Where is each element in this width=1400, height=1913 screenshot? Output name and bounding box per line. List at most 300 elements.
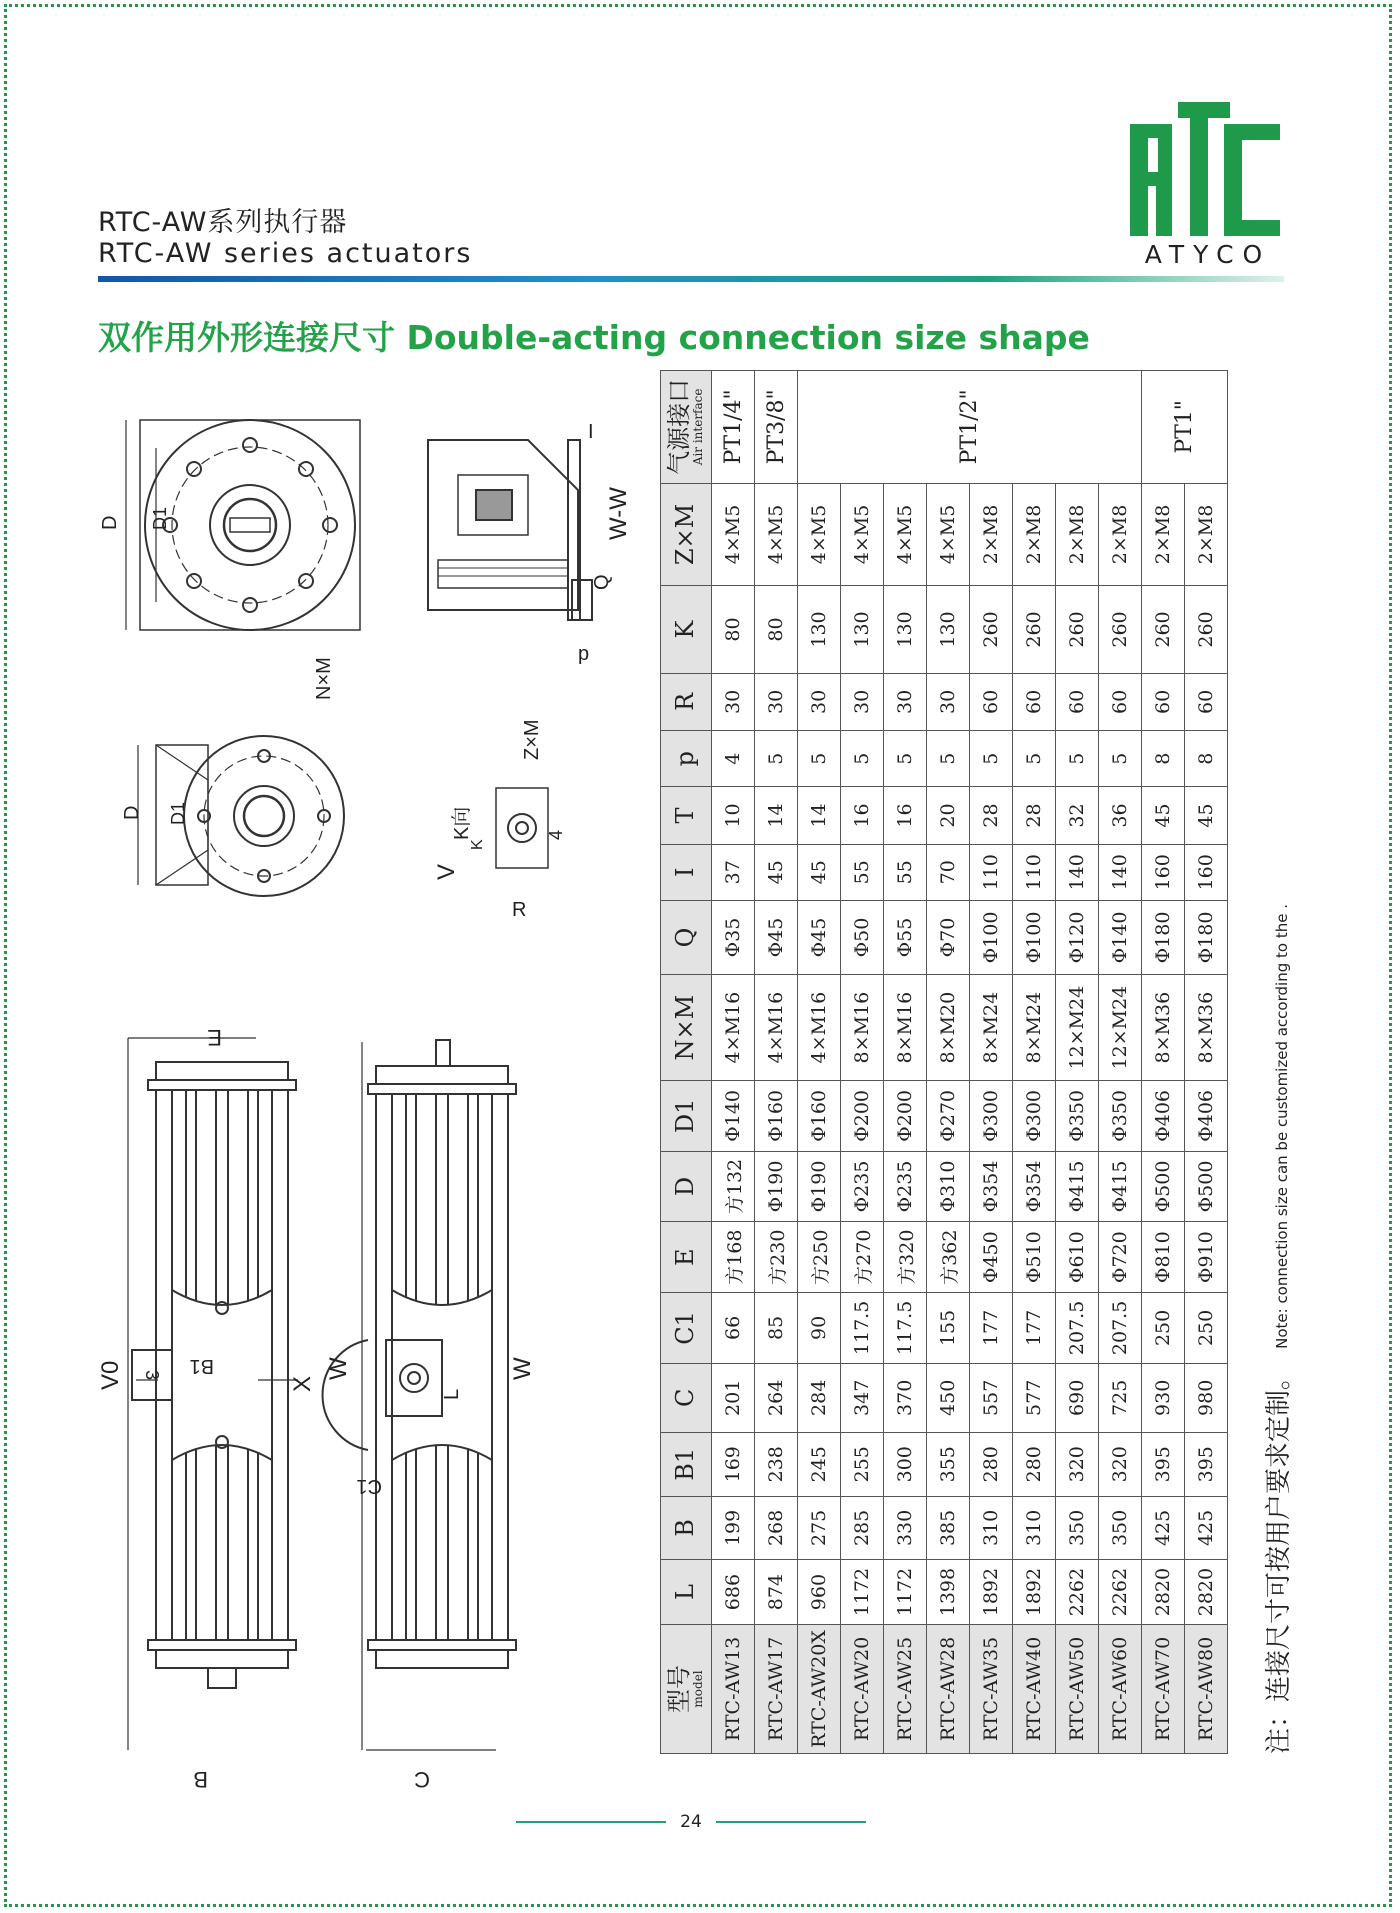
table-cell: 260 xyxy=(1142,586,1185,674)
table-row xyxy=(884,371,927,1754)
table-cell: Φ235 xyxy=(841,1151,884,1222)
dim-B1: B1 xyxy=(189,1355,214,1377)
table-row xyxy=(1056,371,1099,1754)
table-cell: 30 xyxy=(712,673,755,730)
table-cell: Φ120 xyxy=(1056,900,1099,974)
column-header-label: Z×M xyxy=(671,503,700,566)
table-cell: 60 xyxy=(970,673,1013,730)
column-header-sublabel: model xyxy=(691,1670,706,1708)
table-header-row xyxy=(661,371,712,1754)
table-cell: 355 xyxy=(927,1432,970,1496)
table-cell: 160 xyxy=(1185,844,1228,900)
table-cell: Φ350 xyxy=(1099,1081,1142,1151)
model-cell: RTC-AW35 xyxy=(970,1624,1013,1753)
column-header xyxy=(661,483,712,585)
column-header xyxy=(661,371,712,484)
table-cell: 80 xyxy=(755,586,798,674)
column-header-label: Q xyxy=(671,927,700,948)
table-cell: Φ180 xyxy=(1142,900,1185,974)
table-cell: 300 xyxy=(884,1432,927,1496)
actuator-side-view xyxy=(323,1040,516,1750)
table-cell: 177 xyxy=(1013,1293,1056,1364)
table-cell: 12×M24 xyxy=(1099,975,1142,1081)
table-cell: 260 xyxy=(1013,586,1056,674)
table-cell: 425 xyxy=(1142,1496,1185,1560)
table-cell: Φ406 xyxy=(1185,1081,1228,1151)
footer-line-right xyxy=(716,1821,866,1823)
table-cell: 8×M16 xyxy=(841,975,884,1081)
table-cell: 4×M16 xyxy=(712,975,755,1081)
table-cell: 557 xyxy=(970,1363,1013,1432)
table-cell: Φ190 xyxy=(755,1151,798,1222)
table-cell: 117.5 xyxy=(884,1293,927,1364)
column-header-label: K xyxy=(671,620,700,639)
table-cell: 45 xyxy=(1142,787,1185,844)
table-cell: Φ510 xyxy=(1013,1222,1056,1293)
table-cell: 方362 xyxy=(927,1222,970,1293)
page-number: 24 xyxy=(680,1812,702,1832)
table-cell: 686 xyxy=(712,1560,755,1625)
table-cell: 5 xyxy=(755,730,798,786)
table-cell: Φ35 xyxy=(712,900,755,974)
table-cell: 2×M8 xyxy=(1099,483,1142,585)
table-cell: 55 xyxy=(841,844,884,900)
dim-D-2: D xyxy=(121,805,143,820)
table-cell: Φ910 xyxy=(1185,1222,1228,1293)
table-cell: 140 xyxy=(1099,844,1142,900)
column-header-label: I xyxy=(671,867,700,878)
dim-D1-1: D1 xyxy=(150,506,170,530)
table-cell: Φ140 xyxy=(712,1081,755,1151)
series-title-cn: RTC-AW系列执行器 xyxy=(98,207,348,238)
table-cell: 方230 xyxy=(755,1222,798,1293)
table-cell: 960 xyxy=(798,1560,841,1625)
label-V-2: V0 xyxy=(97,1360,124,1390)
column-header-label: R xyxy=(671,692,700,711)
table-cell: Φ810 xyxy=(1142,1222,1185,1293)
table-cell: 90 xyxy=(798,1293,841,1364)
table-cell: 5 xyxy=(1099,730,1142,786)
table-row xyxy=(1142,371,1185,1754)
table-cell: 30 xyxy=(798,673,841,730)
table-cell: 1172 xyxy=(884,1560,927,1625)
table-cell: Φ45 xyxy=(798,900,841,974)
table-row xyxy=(1013,371,1056,1754)
column-header-label: B1 xyxy=(671,1447,700,1481)
table-cell: Φ160 xyxy=(798,1081,841,1151)
label-3: 3 xyxy=(142,1370,162,1381)
column-header xyxy=(661,1496,712,1560)
dim-I: I xyxy=(588,421,594,443)
table-cell: Φ415 xyxy=(1056,1151,1099,1222)
table-cell: 8×M36 xyxy=(1142,975,1185,1081)
table-cell: 12×M24 xyxy=(1056,975,1099,1081)
table-cell: 4×M5 xyxy=(927,483,970,585)
dim-Q: Q xyxy=(591,574,613,590)
table-cell: 284 xyxy=(798,1363,841,1432)
table-cell: 245 xyxy=(798,1432,841,1496)
column-header-label: B xyxy=(671,1519,700,1537)
table-cell: 347 xyxy=(841,1363,884,1432)
table-cell: 1398 xyxy=(927,1560,970,1625)
table-cell: 60 xyxy=(1013,673,1056,730)
table-cell: 方320 xyxy=(884,1222,927,1293)
table-cell: Φ190 xyxy=(798,1151,841,1222)
air-interface-cell: PT1/2" xyxy=(798,371,1142,484)
table-cell: Φ70 xyxy=(927,900,970,974)
table-cell: 260 xyxy=(1185,586,1228,674)
table-cell: 250 xyxy=(1185,1293,1228,1364)
table-cell: 275 xyxy=(798,1496,841,1560)
table-cell: 2820 xyxy=(1142,1560,1185,1625)
table-cell: 10 xyxy=(712,787,755,844)
dim-4: 4 xyxy=(546,829,566,840)
table-row xyxy=(970,371,1013,1754)
section-title: 双作用外形连接尺寸 Double-acting connection size shape xyxy=(98,318,1090,357)
table-cell: 110 xyxy=(970,844,1013,900)
ww-section-view xyxy=(428,440,592,620)
table-cell: 1892 xyxy=(970,1560,1013,1625)
table-cell: Φ406 xyxy=(1142,1081,1185,1151)
column-header xyxy=(661,787,712,844)
table-cell: 280 xyxy=(1013,1432,1056,1496)
table-cell: 8×M24 xyxy=(1013,975,1056,1081)
dim-D1-2: D1 xyxy=(168,801,188,825)
table-cell: Φ450 xyxy=(970,1222,1013,1293)
model-cell: RTC-AW20 xyxy=(841,1624,884,1753)
table-cell: 577 xyxy=(1013,1363,1056,1432)
dim-E: E xyxy=(207,1025,222,1050)
table-cell: 130 xyxy=(841,586,884,674)
model-cell: RTC-AW60 xyxy=(1099,1624,1142,1753)
table-cell: 310 xyxy=(1013,1496,1056,1560)
actuator-front-view xyxy=(128,1038,298,1750)
model-cell: RTC-AW28 xyxy=(927,1624,970,1753)
table-cell: 14 xyxy=(755,787,798,844)
note xyxy=(1258,904,1295,1754)
table-cell: 8×M36 xyxy=(1185,975,1228,1081)
column-header xyxy=(661,1222,712,1293)
model-cell: RTC-AW70 xyxy=(1142,1624,1185,1753)
table-cell: 5 xyxy=(841,730,884,786)
table-cell: 4×M5 xyxy=(884,483,927,585)
table-cell: 160 xyxy=(1142,844,1185,900)
model-cell: RTC-AW20X xyxy=(798,1624,841,1753)
table-row xyxy=(1099,371,1142,1754)
table-cell: 方168 xyxy=(712,1222,755,1293)
table-cell: 30 xyxy=(755,673,798,730)
table-row xyxy=(841,371,884,1754)
table-cell: 320 xyxy=(1099,1432,1142,1496)
table-cell: 方270 xyxy=(841,1222,884,1293)
table-cell: 20 xyxy=(927,787,970,844)
table-cell: 280 xyxy=(970,1432,1013,1496)
label-K-dir: K向 xyxy=(451,806,473,840)
table-cell: 1892 xyxy=(1013,1560,1056,1625)
table-cell: Φ300 xyxy=(970,1081,1013,1151)
table-cell: Φ100 xyxy=(1013,900,1056,974)
table-cell: 66 xyxy=(712,1293,755,1364)
table-cell: 4 xyxy=(712,730,755,786)
table-cell: 16 xyxy=(841,787,884,844)
table-cell: 255 xyxy=(841,1432,884,1496)
table-cell: 5 xyxy=(927,730,970,786)
table-cell: Φ200 xyxy=(841,1081,884,1151)
table-cell: 5 xyxy=(798,730,841,786)
label-WW: W-W xyxy=(605,487,632,540)
spec-table xyxy=(660,370,1228,1754)
dim-D-1: D xyxy=(99,515,121,530)
table-row xyxy=(712,371,755,1754)
note-en: Note: connection size can be customized according to the . xyxy=(1273,904,1291,1349)
column-header xyxy=(661,586,712,674)
k-view xyxy=(496,788,548,868)
table-cell: 8 xyxy=(1142,730,1185,786)
table-cell: 4×M5 xyxy=(712,483,755,585)
table-cell: 30 xyxy=(927,673,970,730)
table-cell: 4×M5 xyxy=(755,483,798,585)
label-W-left: W xyxy=(325,1357,352,1380)
table-cell: Φ350 xyxy=(1056,1081,1099,1151)
table-cell: 199 xyxy=(712,1496,755,1560)
table-cell: 5 xyxy=(970,730,1013,786)
table-cell: 4×M16 xyxy=(755,975,798,1081)
column-header-label: T xyxy=(671,807,700,824)
table-cell: 268 xyxy=(755,1496,798,1560)
table-cell: 130 xyxy=(798,586,841,674)
table-cell: 2820 xyxy=(1185,1560,1228,1625)
table-cell: 260 xyxy=(970,586,1013,674)
table-cell: 155 xyxy=(927,1293,970,1364)
table-cell: 2×M8 xyxy=(1185,483,1228,585)
table-cell: 8 xyxy=(1185,730,1228,786)
table-cell: 2×M8 xyxy=(1013,483,1056,585)
table-cell: Φ270 xyxy=(927,1081,970,1151)
column-header xyxy=(661,1151,712,1222)
column-header-label: 气源接口 xyxy=(665,378,694,475)
dim-ZxM: Z×M xyxy=(521,719,543,760)
table-cell: 5 xyxy=(884,730,927,786)
column-header xyxy=(661,1624,712,1753)
table-cell: 725 xyxy=(1099,1363,1142,1432)
table-cell: 395 xyxy=(1142,1432,1185,1496)
table-cell: 238 xyxy=(755,1432,798,1496)
table-cell: 285 xyxy=(841,1496,884,1560)
table-cell: Φ50 xyxy=(841,900,884,974)
column-header-label: p xyxy=(671,751,700,767)
table-cell: 980 xyxy=(1185,1363,1228,1432)
table-cell: Φ160 xyxy=(755,1081,798,1151)
table-cell: Φ45 xyxy=(755,900,798,974)
table-cell: 55 xyxy=(884,844,927,900)
dim-R: R xyxy=(512,899,527,921)
label-W-right: W xyxy=(509,1357,536,1380)
table-cell: 36 xyxy=(1099,787,1142,844)
technical-drawings xyxy=(97,380,638,1792)
dim-B: B xyxy=(193,1767,208,1792)
column-header-label: L xyxy=(671,1584,700,1601)
spec-table-wrapper xyxy=(660,370,1228,1754)
table-cell: 28 xyxy=(970,787,1013,844)
table-cell: Φ235 xyxy=(884,1151,927,1222)
rtc-logo xyxy=(1128,100,1284,240)
column-header-label: E xyxy=(671,1248,700,1266)
table-cell: 5 xyxy=(1056,730,1099,786)
table-cell: 207.5 xyxy=(1099,1293,1142,1364)
table-row xyxy=(927,371,970,1754)
table-cell: Φ180 xyxy=(1185,900,1228,974)
table-cell: 330 xyxy=(884,1496,927,1560)
table-cell: 方132 xyxy=(712,1151,755,1222)
table-cell: 5 xyxy=(1013,730,1056,786)
column-header-label: D xyxy=(671,1176,700,1197)
table-cell: Φ500 xyxy=(1142,1151,1185,1222)
column-header-label: 型号 xyxy=(665,1664,694,1713)
dim-C: C xyxy=(414,1767,430,1792)
column-header xyxy=(661,1293,712,1364)
table-cell: 28 xyxy=(1013,787,1056,844)
column-header-label: C1 xyxy=(671,1311,700,1345)
table-cell: Φ415 xyxy=(1099,1151,1142,1222)
table-cell: 方250 xyxy=(798,1222,841,1293)
table-cell: 385 xyxy=(927,1496,970,1560)
table-cell: Φ55 xyxy=(884,900,927,974)
table-cell: 690 xyxy=(1056,1363,1099,1432)
table-cell: 80 xyxy=(712,586,755,674)
footer-line-left xyxy=(516,1821,666,1823)
table-row xyxy=(755,371,798,1754)
table-cell: 30 xyxy=(841,673,884,730)
table-cell: 2×M8 xyxy=(1142,483,1185,585)
table-cell: 130 xyxy=(927,586,970,674)
table-cell: 177 xyxy=(970,1293,1013,1364)
model-cell: RTC-AW25 xyxy=(884,1624,927,1753)
table-cell: 2262 xyxy=(1099,1560,1142,1625)
table-cell: 207.5 xyxy=(1056,1293,1099,1364)
table-cell: Φ610 xyxy=(1056,1222,1099,1293)
table-cell: 450 xyxy=(927,1363,970,1432)
table-cell: 45 xyxy=(755,844,798,900)
air-interface-cell: PT1" xyxy=(1142,371,1228,484)
table-cell: 2262 xyxy=(1056,1560,1099,1625)
page-footer xyxy=(516,1812,866,1832)
air-interface-cell: PT1/4" xyxy=(712,371,755,484)
column-header-label: C xyxy=(671,1388,700,1407)
column-header xyxy=(661,673,712,730)
table-cell: 110 xyxy=(1013,844,1056,900)
table-row xyxy=(798,371,841,1754)
table-cell: 70 xyxy=(927,844,970,900)
table-cell: Φ300 xyxy=(1013,1081,1056,1151)
label-K: K xyxy=(469,839,486,850)
model-cell: RTC-AW17 xyxy=(755,1624,798,1753)
header-rule xyxy=(98,276,1284,282)
table-cell: 2×M8 xyxy=(970,483,1013,585)
table-cell: 140 xyxy=(1056,844,1099,900)
table-cell: 8×M16 xyxy=(884,975,927,1081)
label-X: X xyxy=(289,1375,316,1392)
column-header xyxy=(661,844,712,900)
table-cell: 8×M20 xyxy=(927,975,970,1081)
table-cell: 930 xyxy=(1142,1363,1185,1432)
model-cell: RTC-AW80 xyxy=(1185,1624,1228,1753)
table-cell: Φ200 xyxy=(884,1081,927,1151)
table-cell: 169 xyxy=(712,1432,755,1496)
table-cell: 60 xyxy=(1185,673,1228,730)
model-cell: RTC-AW13 xyxy=(712,1624,755,1753)
column-header xyxy=(661,1363,712,1432)
table-cell: 14 xyxy=(798,787,841,844)
table-cell: 310 xyxy=(970,1496,1013,1560)
table-cell: 874 xyxy=(755,1560,798,1625)
table-cell: 85 xyxy=(755,1293,798,1364)
column-header xyxy=(661,1432,712,1496)
column-header xyxy=(661,900,712,974)
table-cell: 4×M16 xyxy=(798,975,841,1081)
column-header xyxy=(661,1560,712,1625)
table-cell: 45 xyxy=(798,844,841,900)
column-header-sublabel: Air interface xyxy=(691,388,706,466)
table-cell: 117.5 xyxy=(841,1293,884,1364)
table-cell: Φ720 xyxy=(1099,1222,1142,1293)
table-cell: 16 xyxy=(884,787,927,844)
table-cell: 60 xyxy=(1056,673,1099,730)
label-NxM: N×M xyxy=(313,657,335,700)
table-cell: 350 xyxy=(1056,1496,1099,1560)
table-cell: Φ310 xyxy=(927,1151,970,1222)
table-cell: 60 xyxy=(1142,673,1185,730)
series-title-en: RTC-AW series actuators xyxy=(98,238,473,269)
table-cell: 425 xyxy=(1185,1496,1228,1560)
table-cell: 395 xyxy=(1185,1432,1228,1496)
column-header-label: N×M xyxy=(671,994,700,1061)
table-cell: 260 xyxy=(1099,586,1142,674)
table-cell: 60 xyxy=(1099,673,1142,730)
table-cell: 30 xyxy=(884,673,927,730)
table-cell: 250 xyxy=(1142,1293,1185,1364)
dim-C1: C1 xyxy=(356,1475,382,1497)
table-cell: 4×M5 xyxy=(798,483,841,585)
note-cn: 注：连接尺寸可按用户要求定制。 xyxy=(1264,1363,1294,1754)
air-interface-cell: PT3/8" xyxy=(755,371,798,484)
column-header-label: D1 xyxy=(671,1098,700,1134)
model-cell: RTC-AW50 xyxy=(1056,1624,1099,1753)
table-row xyxy=(1185,371,1228,1754)
brand-name: ATYCO xyxy=(1144,240,1272,269)
table-cell: 1172 xyxy=(841,1560,884,1625)
table-cell: 130 xyxy=(884,586,927,674)
table-cell: Φ140 xyxy=(1099,900,1142,974)
dim-p: p xyxy=(578,643,590,665)
column-header xyxy=(661,1081,712,1151)
table-cell: 350 xyxy=(1099,1496,1142,1560)
table-cell: Φ354 xyxy=(970,1151,1013,1222)
table-cell: 4×M5 xyxy=(841,483,884,585)
label-V: V xyxy=(433,863,460,880)
dim-L: L xyxy=(441,1388,463,1400)
table-cell: Φ100 xyxy=(970,900,1013,974)
table-cell: 8×M24 xyxy=(970,975,1013,1081)
table-cell: 320 xyxy=(1056,1432,1099,1496)
model-cell: RTC-AW40 xyxy=(1013,1624,1056,1753)
table-cell: 37 xyxy=(712,844,755,900)
table-cell: 45 xyxy=(1185,787,1228,844)
table-cell: 260 xyxy=(1056,586,1099,674)
table-cell: 264 xyxy=(755,1363,798,1432)
table-cell: Φ354 xyxy=(1013,1151,1056,1222)
table-cell: 2×M8 xyxy=(1056,483,1099,585)
column-header xyxy=(661,730,712,786)
